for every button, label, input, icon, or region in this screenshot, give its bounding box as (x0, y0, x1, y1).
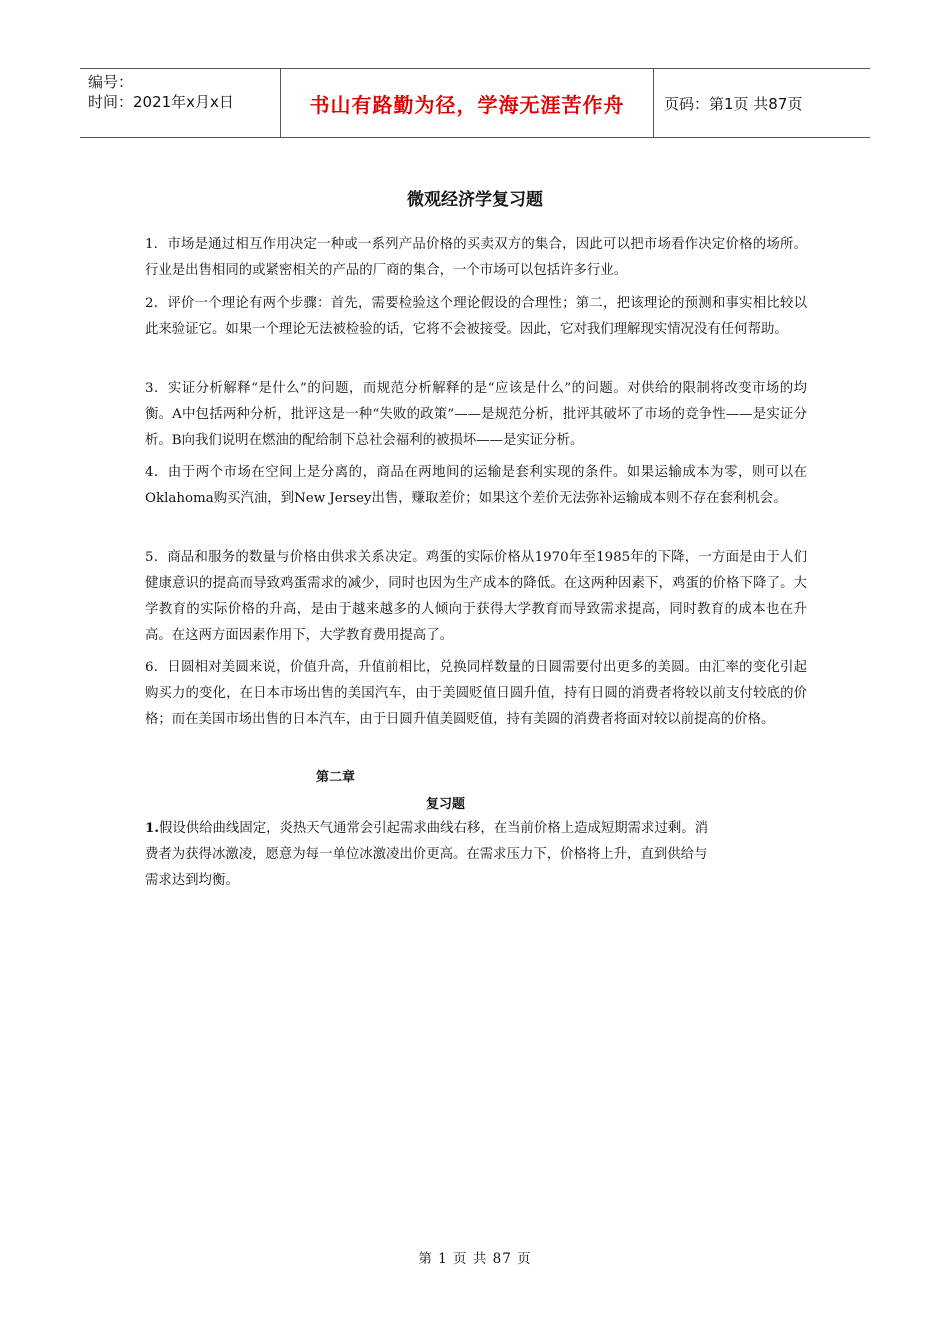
chapter-heading: 第二章 (316, 770, 356, 785)
paragraph-5: 5．商品和服务的数量与价格由供求关系决定。鸡蛋的实际价格从1970年至1985年的下降，一方面是由于人们健康意识的提高而导致鸡蛋需求的减少，同时也因为生产成本的降低。在这两种因素下，鸡蛋的价格下降了。大学教育的实际价格的升高，是由于越来越多的人倾向于获得大学教育而导致需求提高，同时教育的成本也在升高。在这两方面因素作用下，大学教育费用提高了。 (145, 550, 807, 643)
question-number: 1. (145, 820, 159, 836)
question-line-2: 费者为获得冰激凌，愿意为每一单位冰激凌出价更高。在需求压力下，价格将上升，直到供给与 (145, 847, 708, 862)
paragraph-2: 2．评价一个理论有两个步骤：首先，需要检验这个理论假设的合理性；第二，把该理论的预测和事实相比较以此来验证它。如果一个理论无法被检验的话，它将不会被接受。因此，它对我们理解现实情况没有任何帮助。 (145, 296, 807, 337)
paragraph-3: 3．实证分析解释“是什么”的问题，而规范分析解释的是“应该是什么”的问题。对供给的限制将改变市场的均衡。A中包括两种分析，批评这是一种“失败的政策”——是规范分析，批评其破坏了市场的竞争性——是实证分析。B向我们说明在燃油的配给制下总社会福利的被损坏——是实证分析。 (145, 381, 807, 448)
question-text-1: 假设供给曲线固定，炎热天气通常会引起需求曲线右移，在当前价格上造成短期需求过剩。消 (158, 821, 708, 836)
paragraph-4: 4．由于两个市场在空间上是分离的，商品在两地间的运输是套利实现的条件。如果运输成本为零，则可以在Oklahoma购买汽油，到New Jersey出售，赚取差价；如果这个差价无法弥补运输成本则不存在套利机会。 (145, 465, 807, 506)
paragraph-6: 6．日圆相对美圆来说，价值升高，升值前相比，兑换同样数量的日圆需要付出更多的美圆。由汇率的变化引起购买力的变化，在日本市场出售的美国汽车，由于美圆贬值日圆升值，持有日圆的消费者将较以前支付较底的价格；而在美国市场出售的日本汽车，由于日圆升值美圆贬值，持有美圆的消费者将面对较以前提高的价格。 (145, 660, 807, 727)
header-motto: 书山有路勤为径，学海无涯苦作舟 (281, 69, 654, 137)
question-1 (145, 815, 745, 894)
question-line-1 (145, 815, 745, 842)
header-page-info: 页码：第1页 共87页 (664, 94, 803, 113)
page-footer: 第 1 页 共 87 页 (418, 1251, 532, 1267)
document-title: 微观经济学复习题 (407, 190, 543, 210)
time-label: 时间：2021年x月x日 (88, 93, 234, 111)
question-line-3: 需求达到均衡。 (145, 873, 239, 888)
number-label: 编号： (88, 73, 134, 91)
paragraph-1: 1．市场是通过相互作用决定一种或一系列产品价格的买卖双方的集合，因此可以把市场看作决定价格的场所。行业是出售相同的或紧密相关的产品的厂商的集合，一个市场可以包括许多行业。 (145, 237, 807, 278)
header-meta (80, 69, 281, 137)
page-header (80, 68, 870, 138)
review-heading: 复习题 (426, 797, 466, 812)
